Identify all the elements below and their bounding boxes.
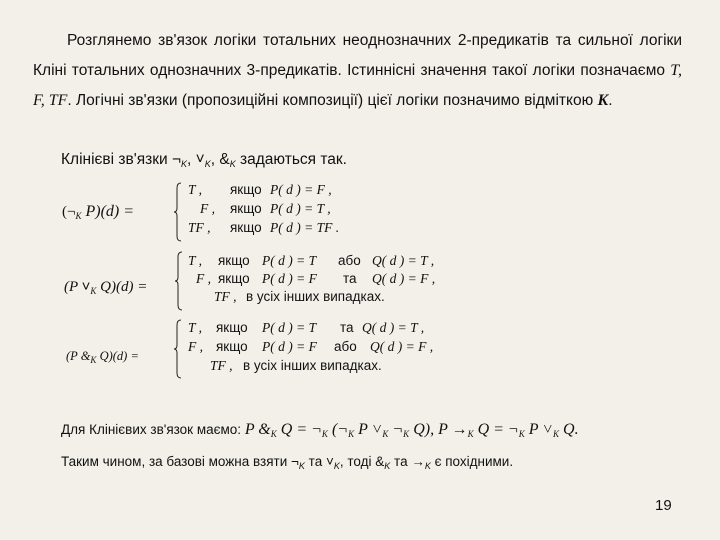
negation-brace [174, 182, 182, 242]
connective-mark: K [597, 92, 609, 109]
disj-case-conn: та [343, 271, 357, 286]
conj-case-val: TF , [210, 358, 233, 373]
neg-case-word: якщо [230, 182, 262, 197]
neg-case-word: якщо [230, 201, 262, 216]
neg-case-row: T , [188, 182, 203, 197]
disj-case-cond1: P( d ) = F [262, 271, 317, 286]
disj-case-conn: або [338, 253, 361, 268]
disj-case-cond1: P( d ) = T [262, 253, 317, 268]
kleene-connectives-line: Клінієві зв'язки $\neg_K$, $˅_K$, $\&_K$ задаються так. [61, 151, 347, 169]
conj-case-word: якщо [216, 320, 248, 335]
conj-case-val: T , [188, 320, 203, 335]
page-number: 19 [655, 497, 672, 514]
conj-case-cond1: P( d ) = T [262, 320, 317, 335]
conjunction-brace [174, 319, 182, 379]
neg-case-word: якщо [230, 220, 262, 235]
disj-case-cond2: Q( d ) = F , [372, 271, 436, 286]
neg-case-row: F , [200, 201, 215, 216]
disj-case-word: якщо [218, 253, 250, 268]
conjunction-lhs: (P $\&_K$ Q)(d) = [66, 349, 139, 365]
disjunction-brace [175, 251, 183, 311]
intro-end: . [608, 92, 613, 109]
intro-paragraph [33, 26, 682, 116]
disj-case-val: T , [188, 253, 203, 268]
neg-case-cond: P( d ) = F , [270, 182, 332, 197]
neg-case-cond: P( d ) = T , [270, 201, 331, 216]
conj-case-word: в усіх інших випадках. [243, 358, 382, 373]
conj-case-cond1: P( d ) = F [262, 339, 317, 354]
kleene-equivalences-line: Для Клінієвих зв'язок маємо: P $\&_K$ $Q = \neg_K$ ($\neg_K$ P $˅_K$ $\neg_K$ Q), $P \to_K$ $Q = \neg_K$ P $˅_K$ Q. [61, 421, 579, 439]
conj-case-val: F , [188, 339, 203, 354]
basis-conclusion-line: Таким чином, за базові можна взяти $\neg_K$ та $˅_K$, тоді $\&_K$ та $\to_K$ є похідними. [61, 454, 514, 471]
conj-case-conn: або [334, 339, 357, 354]
conj-case-conn: та [340, 320, 354, 335]
conj-case-word: якщо [216, 339, 248, 354]
disj-case-val: TF , [214, 289, 237, 304]
truth-values: T, F, TF [33, 62, 682, 109]
disjunction-lhs: (P $˅_K$ Q)(d) = [64, 278, 148, 296]
disj-case-word: в усіх інших випадках. [246, 289, 385, 304]
negation-lhs: ($\neg_K$ P)(d) = [62, 203, 135, 221]
disj-symbol: ˅ [195, 151, 205, 168]
neg-symbol: ¬ [171, 151, 182, 168]
disj-case-word: якщо [218, 271, 250, 286]
disj-case-val: F , [196, 271, 211, 286]
neg-case-row: TF , [188, 220, 211, 235]
conj-symbol: & [219, 151, 230, 168]
intro-text-2: . Логічні зв'язки (пропозиційні композиції) цієї логіки позначимо відміткою [67, 92, 598, 109]
disj-case-cond2: Q( d ) = T , [372, 253, 435, 268]
intro-text-1: Розглянемо зв'язок логіки тотальних неоднозначних 2-предикатів та сильної логіки Кліні тотальних однозначних 3-предикатів. Істиннісні значення такої логіки позначаємо [33, 32, 682, 79]
conj-case-cond2: Q( d ) = T , [362, 320, 425, 335]
conj-case-cond2: Q( d ) = F , [370, 339, 434, 354]
neg-case-cond: P( d ) = TF . [270, 220, 340, 235]
